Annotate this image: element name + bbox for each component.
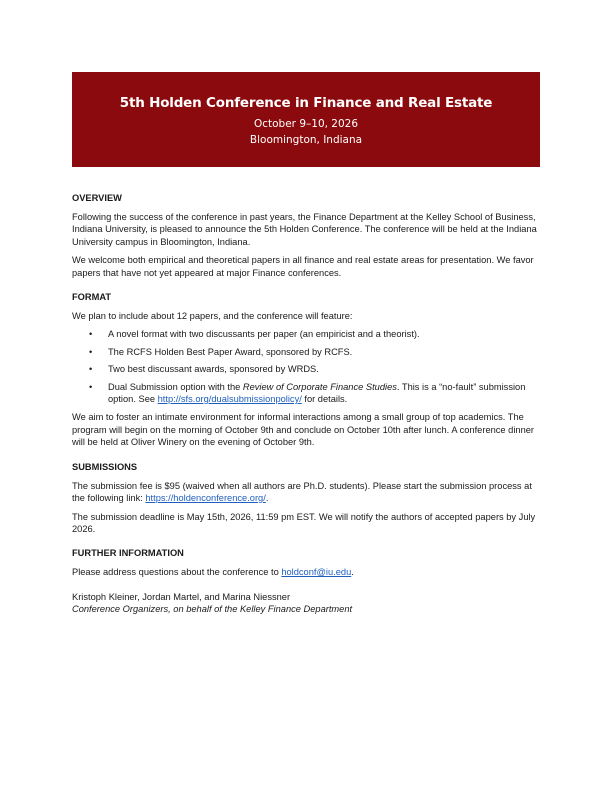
bullet-icon: • <box>89 346 93 357</box>
format-list <box>72 328 542 405</box>
format-heading: FORMAT <box>72 292 112 303</box>
format-intro: We plan to include about 12 papers, and the conference will feature: <box>72 311 353 322</box>
submissions-paragraph-2: The submission deadline is May 15th, 2026, 11:59 pm EST. We will notify the authors of accepted papers by July 2026. <box>72 511 536 534</box>
bullet-icon: • <box>89 381 93 392</box>
organizer-role: Conference Organizers, on behalf of the Kelley Finance Department <box>72 604 353 615</box>
submissions-paragraph-1: The submission fee is $95 (waived when all authors are Ph.D. students). Please start the submission process at the following link: https://holdenconference.org/. <box>72 480 532 504</box>
submissions-section <box>72 461 542 536</box>
format-list-item: • A novel format with two discussants per paper (an empiricist and a theorist). <box>89 329 420 340</box>
further-info-heading: FURTHER INFORMATION <box>72 548 184 559</box>
format-closing: We aim to foster an intimate environment for informal interactions among a small group of top academics. The program will begin on the morning of October 9th and conclude on October 10th after lunch. A conference dinner will be held at Oliver Winery on the evening of October 9th. <box>72 412 535 448</box>
submission-link[interactable]: https://holdenconference.org/ <box>145 493 266 504</box>
format-list-item: • Dual Submission option with the Review of Corporate Finance Studies. This is a “no-fault” submission option. See http://sfs.org/dualsubmissionpolicy/ for details. <box>89 381 526 405</box>
conference-title: 5th Holden Conference in Finance and Real Estate <box>119 95 493 111</box>
overview-paragraph-2: We welcome both empirical and theoretical papers in all finance and real estate areas for presentation. We favor papers that have not yet appeared at major Finance conferences. <box>72 255 534 278</box>
contact-email-link[interactable]: holdconf@iu.edu <box>281 567 352 578</box>
overview-paragraph-1: Following the success of the conference in past years, the Finance Department at the Kelley School of Business, Indiana University, is pleased to announce the 5th Holden Conference. The conference will be held at the Indiana University campus in Bloomington, Indiana. <box>72 212 537 247</box>
dual-submission-link[interactable]: http://sfs.org/dualsubmissionpolicy/ <box>157 394 302 405</box>
format-list-item: • Two best discussant awards, sponsored by WRDS. <box>89 364 319 375</box>
bullet-icon: • <box>89 329 93 340</box>
title-banner <box>72 72 540 167</box>
document-body <box>72 192 542 616</box>
format-list-item: • The RCFS Holden Best Paper Award, sponsored by RCFS. <box>89 346 353 357</box>
submissions-heading: SUBMISSIONS <box>72 461 138 472</box>
further-info-section <box>72 547 542 578</box>
further-info-paragraph: Please address questions about the conference to holdconf@iu.edu. <box>72 567 354 578</box>
conference-dates: October 9–10, 2026 <box>253 118 359 130</box>
overview-heading: OVERVIEW <box>72 193 122 203</box>
format-section <box>72 291 542 449</box>
signature-block <box>72 591 542 616</box>
journal-name: Review of Corporate Finance Studies <box>242 381 397 392</box>
bullet-icon: • <box>89 364 93 375</box>
organizer-names: Kristoph Kleiner, Jordan Martel, and Marina Niessner <box>72 591 291 602</box>
conference-location: Bloomington, Indiana <box>249 134 363 146</box>
